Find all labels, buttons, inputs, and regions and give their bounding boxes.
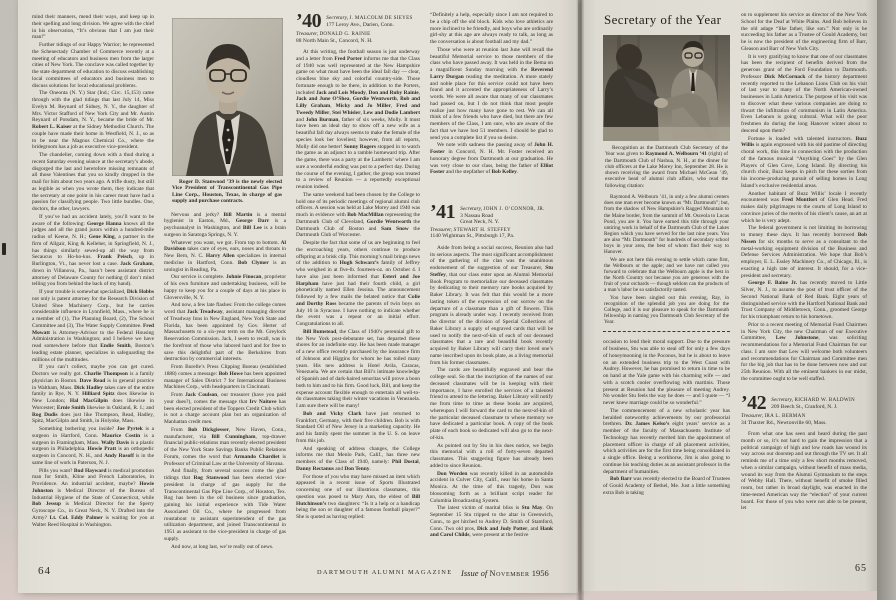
class-40-text: At this writing, the football season is just underway and a letter from Fred Porter informs me that the Class of 1940 was well represented at the New Hampshire game on what must have been the ideal fall day — clear, cloudless blue sky and colorful country-side. Those fortunate enough to be there, in addition to the Porters, included Jack and Lois Moody, Don and Ruby Rainie, Jack and June O’Shea, Gordie Wentworth, Bob and Lilly Graham, Micky and Jo Miller, Fred and Tweedy Miller, Stei Whisler, Lew and Dodie Lambert and John Burman, father of six weeks, Molly. It must have been an ideal day to show off a new wife as a beautiful fall day always seems to make the female of the species look her loveliest; however, from all reports, Molly did one better! Sonny Rogers stopped in to watch the game as an adjunct to a ramble homeward trip. After the game, there was a party at the Lamberts’ where I am sure a wonderful ending was put to a perfect day. During the course of the evening, I gather, the group was treated to a review of Reunion — a reportedly exceptional reunion indeed. The same weekend had been chosen by the College to hold one of its periodic meetings of regional alumni club officers. A session was held at Lake Morey and 1940 was much in evidence with Bob MacMillan representing the Dartmouth Club of Cleveland, Gordie Wentworth the Dartmouth Club of Boston and Sam Snow the Dartmouth Club of Worcester. Despite the fact that some of us are beginning to feel the encroaching years, others continue to produce offspring at a brisk clip. This morning’s mail brings news of the addition to Hugh Schwarz’s family of Jeffrey who weighed in at five-lb. fourteen-oz. on October 4. I have also just been informed that Esteri and Joe Harpham have just had their fourth child, a girl phonetically named Ellen Jessina. The announcement followed by a few mails the belated notice that Colie and Dorthy Ross became the parents of twin boys on July 16 in Syracuse. I have nothing to indicate whether the event was a repeat or an initial effort. Congratulations to all. Bill Bumstead, the Class of 1940’s perennial gift to the New York post-debutante set, has departed these shores for an indefinite stay. He has been made manager of a new office recently purchased by the insurance firm of Johnson and Higgins for whom he has toiled many years. His new address is Hotel Avila, Caracas, Venezuela. We are certain that Bill’s intimate knowledge of Spanish and of dark-haired senoritas will prove a boon both to him and to his firm. Good luck, Bill, and keep the expense account flexible enough to entertain all well-to-do classmates taking their winter vacations in Venezuela. I am sure there will be many! Bob and Vicky Clark have just returned to Frankfort, Germany, with their five children. Bob is with Standard Oil of New Jersey in a marketing capacity. He and his family spent the summer in the U. S. on leave from this job. And speaking of address changes, the College informs me that Menlo Park, Calif., has three new members of the Class of 1940, namely: Phil Dostal, Danny Rectanus and Don Tenny. For those of you who may have missed an item which appeared in a recent issue of Sports Illustrated concerning one of our illustrious classmates, this question was posed to Mary Ann, the eldest of Bill Hutchinson’s two daughters: “Is it a help or a handicap being the son or daughter of a famous football player?” She is quoted as having replied: — [296, 49, 420, 521]
secretary-name: J. MALCOLM DE SIEYES — [349, 15, 413, 21]
column-2 — [164, 16, 286, 564]
stanwood-photo — [172, 18, 282, 176]
column-6-top-text: on to supplement his service as director of the New York School for the Deaf at White Plains. And Bob believes in the old adage “like father, like son.” Not only is he succeeding his father as a Trustee of Gould Academy, but he is now the president of the engineering firm of Barr, Gleason and Barr of New York City. It is very gratifying to know that one of our classmates has been the recipient of benefits derived from the generous grant of the Ford Foundation to Dartmouth. Professor Dick McCornack of the history department recently reported to the Lebanon Lions Club on his visit of last year to many of the North American-owned businesses in Latin America. The purpose of his visit was to discover what these various companies are doing to thwart the infiltration of communism in Latin America. Even Lebanon is going cultural. What will the poor freshmen do during the long Hanover winter about to descend upon them? Fortune is loaded with talented instructors. Buzz Willis is again engrossed with his old pastime of directing choral work, this time in connection with the production of the famous musical “Anything Goes” by the Glen Players of Glen Cove, Long Island. By directing his church choir, Buzz keeps in pitch for these sorties from his income-producing pursuit of selling homes in Long Island’s exclusive residential areas. Another habitant of Buzz Willis’ locale I recently encountered was Fred Montfort of Glen Head. Fred makes daily pilgrimages to the courts of Long Island to convince juries of the merits of his client’s cause, an art at which he is very adept. The federal government is not limiting its borrowing to money these days. It has recently borrowed Bob Nissen for six months to serve as a consultant to the metal-working equipment division of the Business and Defense Services Administration. We hope that Bob’s employer, E. L. Essley Machinery Co., of Chicago, Ill., is exacting a high rate of interest. It should, for a vice-president and secretary. George F. Baine Jr. has recently moved to Little Silver, N. J., to assume the post of trust officer of the Second National Bank of Red Bank. Eight years of distinguished service with the Hartford National Bank and Trust Company of Middletown, Conn., groomed George for his triumphant return to his hometown. Prior to a recent meeting of Memorial Fund Chairmen in New York City, the new Chairman of our Executive Committee, Lew Johnstone, was soliciting recommendations for a Memorial Fund Chairman for our class. I am sure that Lew will welcome both volunteers and recommendations for Chairman and Committee men for the big job that has to be done between now and our 25th Reunion. With all the eminent bankers in our midst, the committee ought to be well staffed. — [741, 12, 867, 382]
secretary-name: JOHN J. O’CONNOR, JR. — [483, 206, 545, 212]
secretary-address-line1: 3 Nassau Road — [460, 212, 494, 219]
class-42-header — [741, 392, 867, 414]
footer-magazine-title: DARTMOUTH ALUMNI MAGAZINE — [317, 569, 453, 576]
secretary-address-line2: Great Neck, N. Y. — [460, 219, 500, 226]
secretary-address: 209 Beech St., Cranford, N. J. — [771, 403, 838, 410]
page-number-64: 64 — [38, 565, 51, 577]
column-5-bottom-text: occasion to lend their moral support. Due to the pressure of business, Stu was able to steal off for only a few days of honeymooning in the Poconos, but he is about to leave on an extended business trip to the West Coast with Audrey. However, he has promised to return in time to be on hand at the Yale game with his charming wife — and with a scotch cooler overflowing with martinis. Those present at Reunion had the pleasure of meeting Audrey. No wonder Stu feels the way he does — and I quote — “I never knew marriage could be so wonderful.” The commencement of a new scholastic year has heralded noteworthy achievements by our professorial brethren. Dr. James Kelso’s eight years’ service as a member of the faculty of Massachusetts Institute of Technology has recently merited him the appointment of placement officer in charge of all placement activities, which activities are for the first time being consolidated in a single office. Being a workhorse, Jim is also going to continue his teaching duties as an assistant professor in the department of humanities. Bob Barr was recently elected to the Board of Trustees of Gould Academy of Bethel, Me. Just a little something extra Bob is taking — [603, 339, 730, 496]
class-year-42: ’42 — [741, 392, 767, 414]
class-year-41: ’41 — [430, 201, 456, 223]
column-3-class-40 — [296, 10, 420, 564]
class-40-header — [296, 10, 420, 32]
dashed-separator — [603, 331, 730, 332]
class-41-header — [430, 201, 553, 226]
citation-text: Raymond A. Welbourn ’41, in only a few alumni centers does one man ever become known as “Mr. Dartmouth”; but, from the shadow of New Hampshire’s Ragged Mountain to the Maine border, from the summit of Mt. Osceola to Lucas Pond, you are it. You have earned this title through your untiring work in behalf of the Dartmouth Club of the Lakes Region which you have served for the last nine years. You are also “Mr. Dartmouth” for hundreds of secondary school boys in your area, the best of whom find their way to Hanover. We are not here this evening to settle which came first, the Welbourn or the apple; and we have not called you forward to celebrate that the Welbourn apple is the best in the North Country nor because you are generous with the fruit of your orchards — though seldom can the products of a man’s labor be so satisfactorily tasted. You have been singled out this evening, Ray, in recognition of the splendid job you are doing for the College, and it is our pleasure to speak for the Dartmouth fellowship in naming you Dartmouth Club Secretary of the Year. — [604, 194, 729, 326]
footer-issue-date: Issue of November 1956 — [461, 568, 549, 578]
scan-blemish-mark — [2, 243, 6, 255]
scanner-background-strip — [877, 0, 896, 600]
class-40-treasurer: Treasurer, DONALD G. RAINIE 88 North Main St., Concord, N. H. — [296, 31, 373, 44]
class-41-treasurer: Treasurer, STEWART H. STEFFEY 1140 Wightman St., Pittsburgh 17, Pa. — [430, 226, 515, 240]
column-5-feature — [603, 12, 730, 568]
secretary-name: RICHARD W. BALDWIN — [794, 397, 855, 403]
secretary-label: Secretary, — [460, 206, 483, 212]
page-gutter-shadow — [576, 0, 584, 600]
secretary-address: 177 Leroy Ave., Darien, Conn. — [326, 21, 394, 28]
feature-caption: Recognition as the Dartmouth Club Secretary of the Year was given to Raymond A. Welbourn ’41 (right) of the Dartmouth Club of Nashua, N. H., at the dinner for club officers at the Lake Morey Inn, September 28. He is shown receiving the award from Michael McGean ’49, executive head of alumni club affairs, who read the following citation: — [605, 145, 728, 189]
secretary-label: Secretary, — [771, 397, 794, 403]
column-1-class-notes: mind their manners, mend their ways, and keep up in their spelling and long division. We agree with the chief in his observation, “It’s obvious that I am just their man!” Further tidings of our Happy Warrior; he represented the Schenectady Chamber of Commerce recently at a meeting of educators and business men from the larger cities of New York. The conclave was called together by the state department of education to discuss establishing local committees of educators and business men to discuss solutions for local educational problems. The Oneonta (N. Y.) Star (Ind.; Circ. 15,153) came through with the glad tidings that last July 14, Miss Evelyn M. Reynard of Sidney, N. Y., the daughter of Mrs. Victor Stafford of New York City and Mr. Austin Reynard of Potsdam, N. Y., became the bride of Mr. Robert L. Kaiser at the Sidney Methodist Church. The couple have made their home in Westfield, N. J., so as to be near the Magnus Chemical Co., where the bridegroom has a job as executive vice-president. The chandelier, coming down with a thud during a recent Saturday evening séance at the secretary’s abode, disgorged the last and heretofore missing remnants of all those Valentines that you so kindly dropped in the mail for him about two years ago. A trifle dusty, but still as legible as when you wrote them, they indicate that the secretary at one point in his career must have had a passion for classifying people. Two little bundles. One, doctors, the other, lawyers. If you’ve had an accident lately, you’ll want to be aware of the following: George Hanna knows all the judges and all the grand jurors within a hundred-mile radius of Keene, N. H.; Gene King, a partner in the firm of Allgair, King & Kelleher, in Springfield, N. J., has things similarly sewed-up all the way from Secaucus to Ho-ho-kus. Frank Peisch, up in Burlington, Vt., has never lost a case. Jack Graham, down in Villanova, Pa., hasn’t been assistant district attorney of Delaware County for nothing (I don’t mind telling you from behind the back of my hand). If your trouble is somewhat specialized, Dick Hobbs not only is patent attorney for the Research Division of United Shoe Machinery Corp., but he carries considerable influence in Lynnfield, Mass., where he is a member of (1), The Planning Board, (2), The School Committee and (3), The Water Supply Committee. Fred Mowatt is Attorney-Advisor to the Federal Housing Administration in Washington; and I believe we have read somewhere before that Endie Smith, Boston’s leading estate planner, specializes in safeguarding the millions of the multitudes. If you can’t collect, maybe you can get cured. Doctors we really got. Charlie Thompson is a family physician in Boston. Dave Read is in general practice in Waltham, Mass. Dick Hadley takes care of the entire family in Rye, N. Y. Hilliard Spitz does likewise in New London; Hal MacGilpin does likewise in Worcester; Ernie Smith likewise in Oakland, R. I.; and Rog Dudis does just like Thompson, Read, Hadley, Spitz, MacGilpin and Smith, in Holyoke, Mass. Something bothering you inside? Joe Pyrtek is a surgeon in Hartford, Conn. Maurice Costin is a surgeon in Framingham, Mass. Wally Davis is a plastic surgeon in Philadelphia. Howie Pratt is an orthopedic surgeon in Concord, N. H., and Andy Rusoff is in the same line of work in Paterson, N. J. Pills you want? Bud Hayward is medical promotion man for Smith, Kline and French Laboratories, in Providence. An industrial accident, maybe? Howie Johnston is Medical Director of the Bureau of Industrial Hygiene of the State of Connecticut, while Bob Jessup is Medical Director for the Sperry Gyroscope Co., in Great Neck, N. Y. Drafted into the Army? Lt. Col. Eddy Palmer is waiting for you at Walter Reed Hospital in Washington. — [32, 14, 154, 528]
column-4-class-41 — [430, 12, 553, 564]
page-right — [582, 0, 877, 591]
class-42-text: From what one has seen and heard during the past month or so, it’s not hard to gain the impression that a political campaign of high and low roads has wound its way across our doorstep and out through the TV set. It all reminds me of a time only a few short months removed, when a similar campaign, without benefit of mass media, wound its way from the Alumni Gymnasium to the steps of Webby Hall. There, without benefit of smoke filled room, but rather in broad daylight, was enacted in the time-tested American way the “election” of your current board. For those of you who were not able to be present, let — [741, 431, 867, 512]
class-year-40: ’40 — [296, 10, 322, 32]
page-number-65: 65 — [855, 563, 867, 574]
column-2-text: Nervous and jerky? Bill Martin is a mental hygienist in Easton, Md., George Darr is a psychoanalyst in Washington, and Bill Lee is a brain surgeon in Saratoga Springs, N. Y. Whatever you want, we got. From top to bottom. Al Davidson takes care of eyes, ears, noses and throats in New Bern, N. C. Harry Allen specializes in internal medicine in Hartford, Conn. Bob Clymer is an urologist in Reading, Pa. Our service is complete. Johnie Finocan, proprietor of his own furniture and undertaking business, will be happy to keep you for a couple of days at his place in Gloversville, N. Y. And now, a few late flashes: From the college comes word that Jack Treadway, assistant managing director of Treadway Inns in New England, New York State and Florida, has been appointed by Gov. Herter of Massachusetts to a six-year term on the Mt. Greylock Reservation Commission. Jack, I seem to recall, was in the forefront of those who labored hard and for free to save this delightful part of the Berkshires from destruction by commercial interests. From Burelle’s Press Clipping Bureau (established 1888) comes a message: Bob Howe has been appointed manager of Sales District 7 for International Business Machines Corp., with headquarters in Cincinnati. From Jack Coulson, our treasurer (have you paid your dues?), comes the message that Irv Naitove has been elected president of the Toppers Credit Club which is not a charge account plan but an organization of Manhattan credit men. From Bob Dickgiesser, New Haven, Conn., manufacturer, via Bill Cunningham, top-drawer financial public-relations man recently elected president of the New York State Savings Banks Public Relations Forum, comes the word that Armando Chardiet is Professor of Criminal Law at the University of Havana. And finally, from several sources come the glad tidings that Rog Stanwood has been elected vice-president in charge of gas supply for the Transcontinental Gas Pipe Line Corp., of Houston, Tex. Rog has been in the oil business since graduation, gaining his initial experience with Tide Water Associated Oil Co., where he progressed from roustabout to assistant superintendent of the gas utilization department, and joined Transcontinental in 1951 as assistant to the vice-president in charge of gas supply. And now, at long last, we’re really out of news. — [164, 211, 286, 550]
secretary-label: Secretary, — [326, 15, 349, 21]
feature-title: Secretary of the Year — [604, 12, 722, 27]
page-left — [18, 0, 578, 593]
class-42-treasurer: Treasurer, IRA L. BERMAN 34 Thaxter Rd., Newtonville 60, Mass. — [741, 413, 827, 426]
class-41-text: Aside from being a social success, Reunion also had its serious aspects. The most significant accomplishment of the gathering of the clan was the unanimous endorsement of the suggestion of our Treasurer, Stu Steffey, that our class enter upon an Alumni Memorial Book Program to memorialize our deceased classmates by dedicating to their memory rare books acquired by Baker Library. It was felt that this would be a more lasting token of the expression of our sorrow on the departure of a classmate than a gift of flowers. This program is already under way. I recently received from the director of the division of Special Collections of Baker Library a supply of engraved cards that will be used to notify the next-of-kin of each of our deceased classmates that a rare and beautiful book recently acquired by Baker Library will carry their loved one’s name inscribed upon its book plate, as a living memorial from his former classmates. The cards are beautifully engraved and bear the college seal. So that the inscription of the names of our deceased classmates will be in keeping with their importance, I have enrolled the services of a talented friend to attend to the lettering. Baker Library will notify me from time to time as these books are acquired, whereupon I will forward the card to the next-of-kin of the particular deceased classmate to whose memory we have dedicated a particular book. A copy of the book plate of each book so dedicated will also go to the next-of-kin. As pointed out by Stu in his dues notice, we begin this memorial with a roll of forty-seven departed classmates. This staggering figure has already been added to since Reunion. Don Worden was recently killed in an automobile accident in Culver City, Calif., near his home in Santa Monica. At the time of this tragedy, Don was blossoming forth as a brilliant script reader for Columbia Broadcasting System. The latest victim of marital bliss is Stu May. On September 15 Stu tripped to the altar in Greenwich, Conn., to get hitched to Audrey D. Smith of Stamford, Conn. Two old pros, Dick and Judy Potter, and Hank and Carol Childs, were present at the festive — [430, 244, 553, 539]
column-4-top-text: “Definitely a help, especially since I am not required to be a chip off the old block. Kids who love athletics are more inclined to be friendly, and boys who are ordinarily girl-shy at this age are always ready to talk, as long as the conversation is about football and my dad.” Those who were at reunion last June will recall the beautiful Memorial service to those members of the class who have passed away. It was held in the Bema on a magnificent Sunday morning with the Reverend Larry Durgan reading the meditation. A more stately and noble place for this service could not have been found and it accented the appropriateness of Larry’s words. We were all aware that many of our classmates had passed on, but I do not think that most people realize just how many have gone to rest. We can all think of a few friends who have died, but there are few members of the Class, I am sure, who are aware of the fact that we have lost 51 members. I should be glad to send you a complete list if you so desire. We note with sadness the passing away of John H. Foster in Concord, N. H. Mr. Foster received an honorary degree from Dartmouth at our graduation. He was very close to our class, being the father of Elliot Foster and the stepfather of Bob Kelley. — [430, 12, 553, 176]
award-presentation-photo — [603, 35, 730, 141]
column-6-class-42 — [741, 12, 867, 564]
stanwood-photo-caption: Roger D. Stanwood ’39 is the newly elected Vice President of Transcontinental Gas Pipe Line Corp., Houston, Texas, in charge of gas supply and purchase contracts. — [172, 179, 282, 205]
